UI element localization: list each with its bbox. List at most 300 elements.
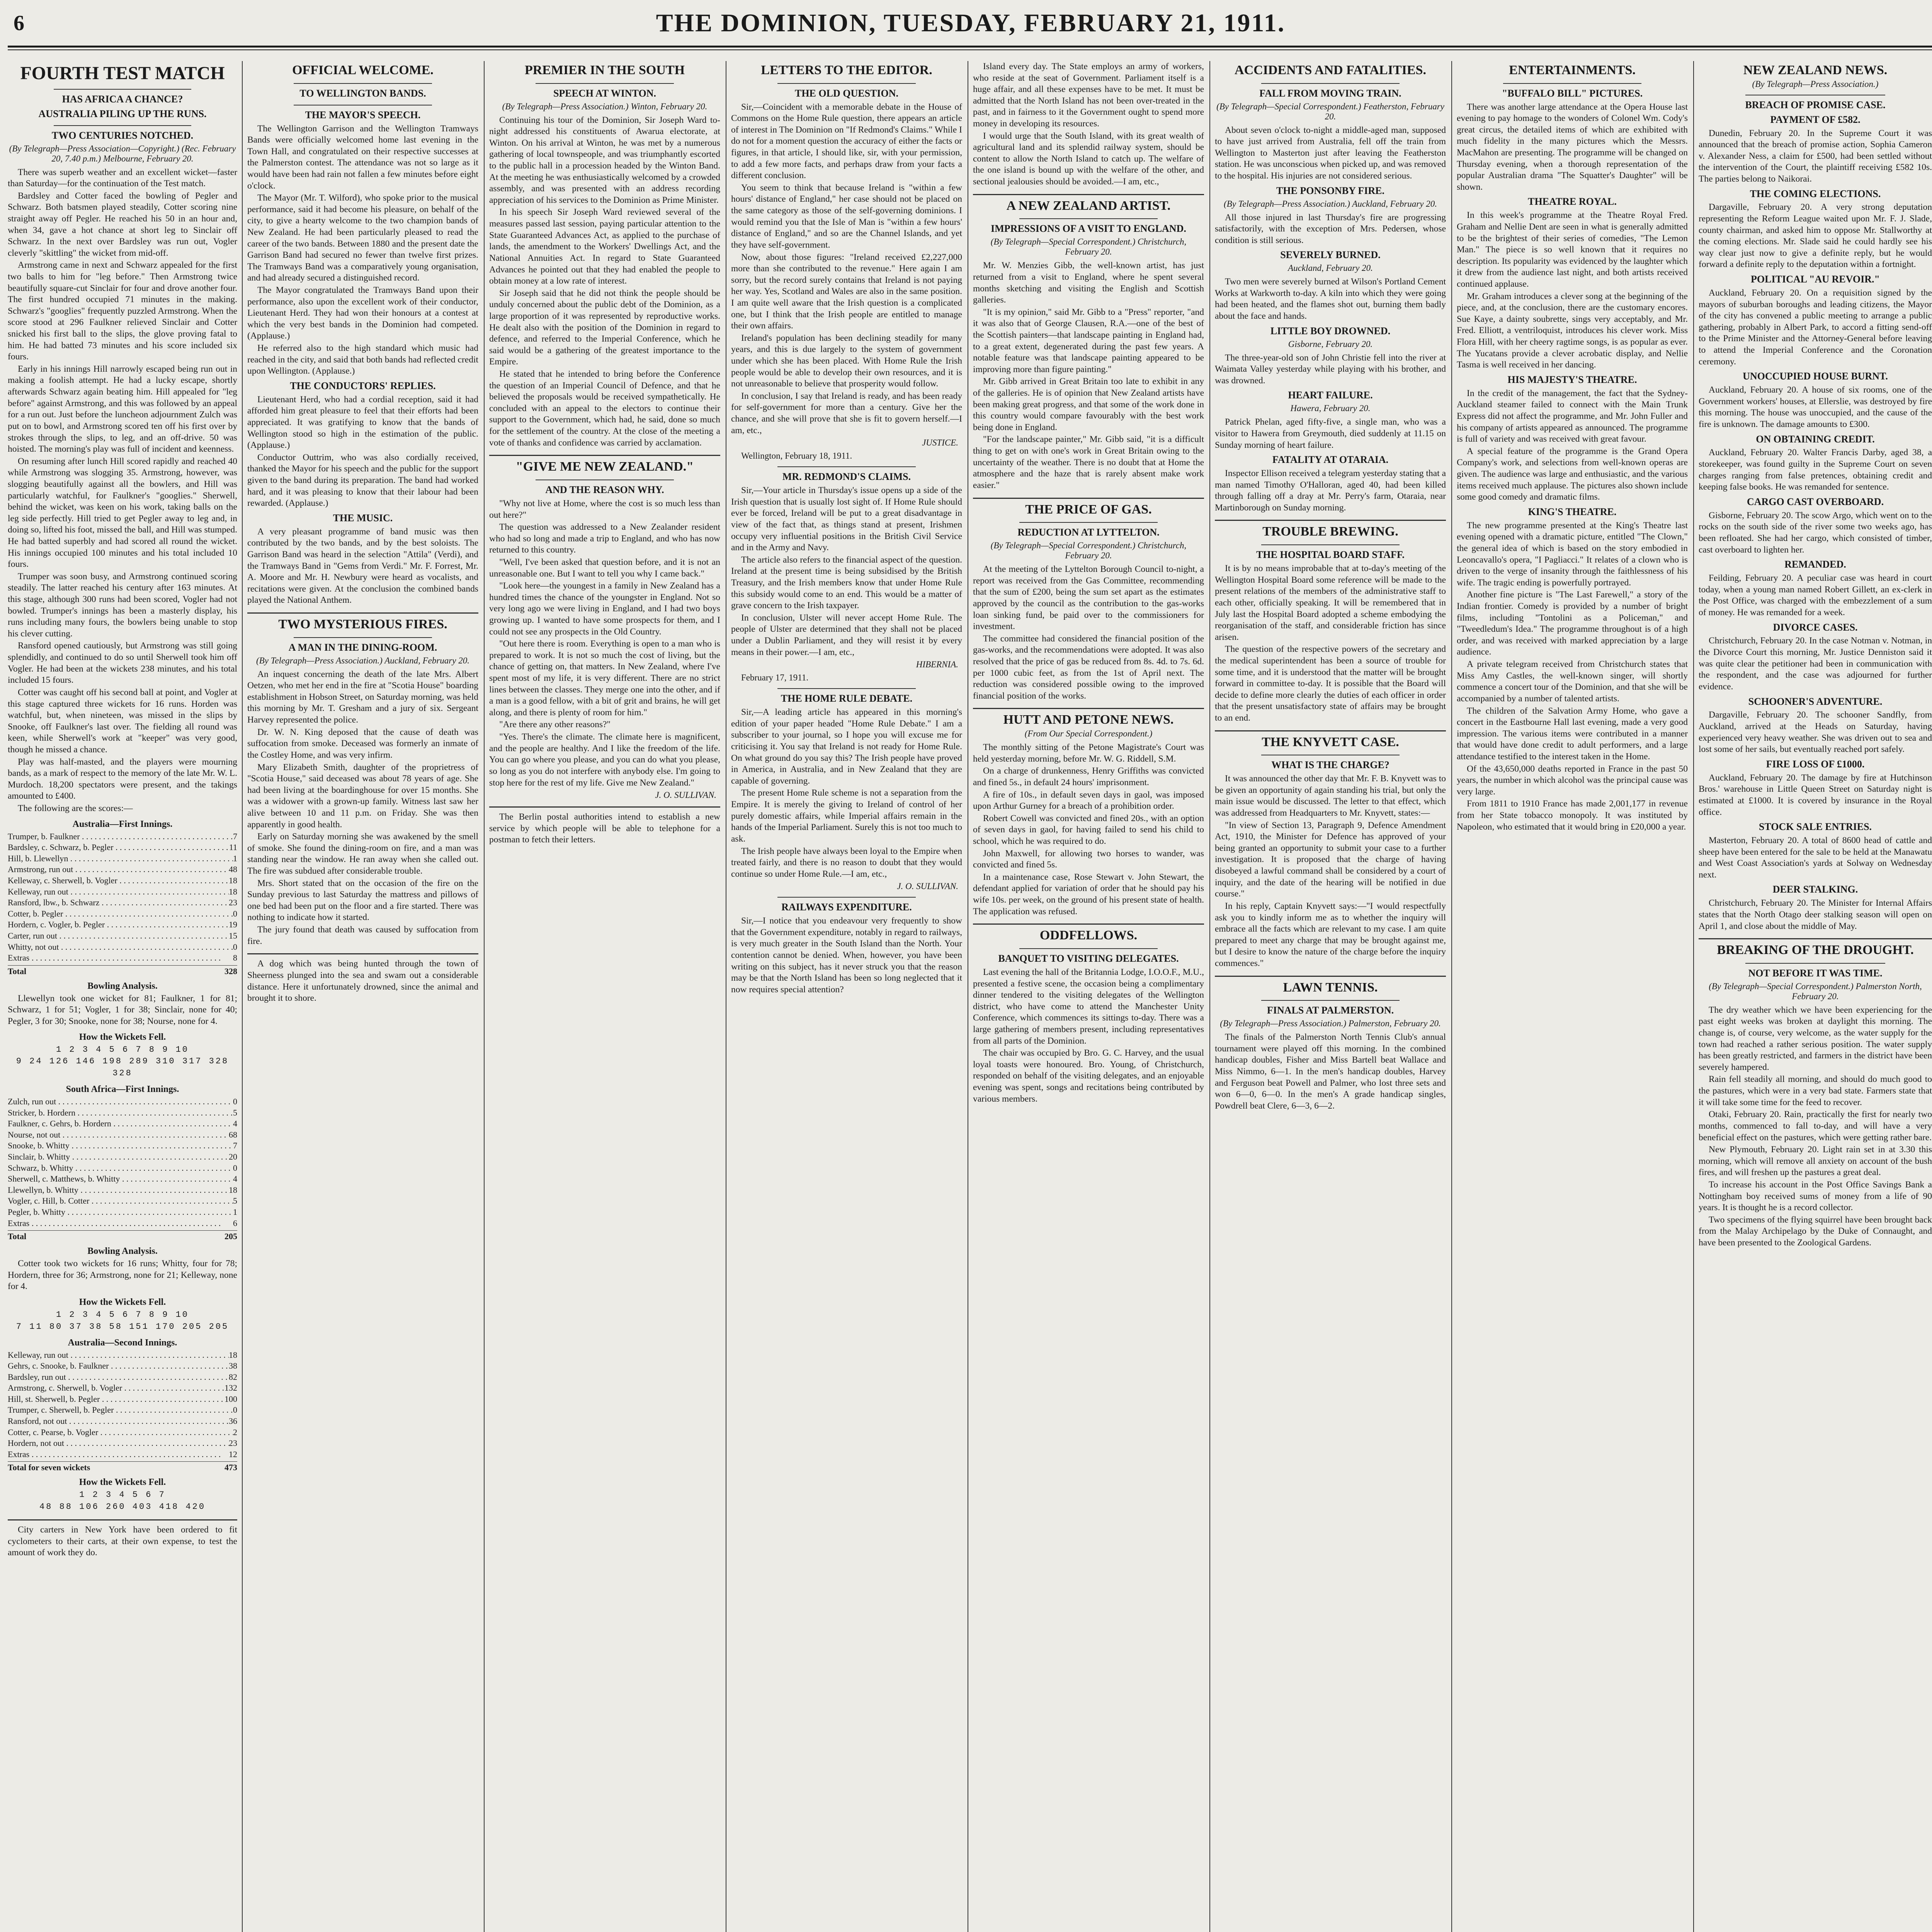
article-subheadline: SPEECH AT WINTON. (553, 87, 656, 99)
article-subheadline: NOT BEFORE IT WAS TIME. (1748, 967, 1883, 979)
score-row (8, 1196, 237, 1207)
paragraph: There was another large attendance at the Opera House last evening to pay homage to the wonders of Colonel Wm. Cody's great circus, the detailed items of which are exhibited with much fidelity in the many pictures which the Messrs. MacMahon are presenting. The programme will be changed on Thursday evening, when a thorough representation of the popular Australian drama "The Squatter's Daughter" will be shown. (1457, 102, 1688, 192)
article-body (1215, 212, 1446, 247)
score-row (8, 1107, 237, 1119)
news-item-title: STOCK SALE ENTRIES. (1759, 821, 1872, 833)
score-row (8, 1405, 237, 1416)
batsman: Snooke, b. Whitty . . . (8, 1140, 233, 1151)
total-label: Total for seven wickets (8, 1463, 90, 1473)
article-headline: ODDFELLOWS. (1039, 928, 1138, 943)
news-item-title: SCHOONER'S ADVENTURE. (1748, 696, 1883, 707)
article-rule (1215, 520, 1446, 521)
paragraph: Play was half-masted, and the players were mourning bands, as a mark of respect to the memory of the late Mr. W. L. Murdoch. 18,200 spectators were present, and the takings amounted to £400. (8, 757, 237, 801)
paragraph: A private telegram received from Christchurch states that Miss Amy Castles, the well-known singer, will shortly commence a concert tour of the Dominion, and that she will be accompanied by a number of talented artists. (1457, 659, 1688, 704)
article-rule (489, 806, 720, 808)
score-total (8, 965, 237, 976)
news-item-body (1699, 447, 1932, 493)
score-row (8, 930, 237, 942)
section-rule (1745, 963, 1885, 964)
dateline: (By Telegraph—Press Association.) (1752, 79, 1879, 89)
score-row (8, 1140, 237, 1151)
article-body (1215, 276, 1446, 322)
batsman: Hill, st. Sherwell, b. Pegler . . . (8, 1394, 224, 1405)
total-runs: 473 (224, 1463, 237, 1473)
section-subheading: THE CONDUCTORS' REPLIES. (290, 380, 436, 391)
dateline: Hawera, February 20. (1290, 403, 1371, 413)
article-body (247, 123, 478, 377)
dateline: (By Telegraph—Special Correspondent.) Featherston, February 20. (1216, 101, 1444, 121)
signature: J. O. SULLIVAN. (897, 881, 958, 891)
paragraph: Robert Cowell was convicted and fined 20s., with an option of seven days in gaol, for having failed to send his child to school, which he was required to do. (973, 813, 1204, 847)
article-subheadline: THEATRE ROYAL. (1528, 196, 1617, 207)
fow-wickets: 1 2 3 4 5 6 7 (79, 1490, 166, 1500)
paragraph: Patrick Phelan, aged fifty-five, a single man, who was a visitor to Hawera from Greymouth, died suddenly at 11.15 on Sunday morning of heart failure. (1215, 417, 1446, 450)
column-rule (1693, 61, 1694, 1932)
letter-heading: THE OLD QUESTION. (794, 87, 898, 99)
runs: 5 (233, 1107, 237, 1117)
article-subheadline: "BUFFALO BILL" PICTURES. (1502, 87, 1643, 99)
article-subheadline: AND THE REASON WHY. (545, 484, 664, 495)
score-total (8, 1461, 237, 1473)
paragraph: A dog which was being hunted through the town of Sheerness plunged into the sea and swam out a considerable distance. Here it unfortunately drowned, since the animal and brought it to shore. (247, 959, 478, 1003)
batsman: Ransford, lbw., b. Schwarz . . . (8, 897, 229, 908)
score-row (8, 1096, 237, 1107)
section-subheading: THE MUSIC. (333, 512, 393, 524)
paragraph: Auckland, February 20. On a requisition signed by the mayors of suburban boroughs and leading citizens, the Mayor of the city has convened a public meeting to arrange a public gathering, probably in Albert Park, to accord a fitting send-off to the Prime Minister and the Attorney-General before leaving to attend the Imperial Conference and the Coronation ceremony. (1699, 287, 1932, 367)
news-item-body (1699, 202, 1932, 270)
batsman: Schwarz, b. Whitty . . . (8, 1163, 233, 1174)
paragraph: Mrs. Short stated that on the occasion of the fire on the Sunday previous to last Saturday the mattress and pillows of one bed had been put on the floor and a fire started. There was nothing to indicate how it started. (247, 878, 478, 923)
section-rule (54, 89, 191, 90)
runs: 18 (229, 886, 237, 896)
paragraph: He stated that he intended to bring before the Conference the question of an Imperial Council of Defence, and that he believed the proposals would be received sympathetically. He concluded with an appeal to the electors to continue their support to the Government, which had, he said, done so much for the settlement of the country. At the close of the meeting a vote of thanks and confidence was carried by acclamation. (489, 369, 720, 448)
paragraph: In this week's programme at the Theatre Royal Fred. Graham and Nellie Dent are seen in what is generally admitted to be the brightest of their series of comedies, "The Lemon Man." The piece is so well known that it requires no description. Its popularity was evidenced by the laughter which it drew from the audience last night, and both artists received continued applause. (1457, 210, 1688, 289)
paragraph: The finals of the Palmerston North Tennis Club's annual tournament were played off this morning. In the combined handicap doubles, Fisher and Miss Bartell beat Wallace and Miss Nimmo, 6—1. In the men's handicap doubles, Harvey and Ferguson beat Powell and Palmer, who lost three sets and won 6—0, 6—0. In the men's A grade handicap singles, Powdrell beat Clere, 6—3, 6—2. (1215, 1032, 1446, 1111)
news-item-body (1699, 835, 1932, 881)
news-item-title: CARGO CAST OVERBOARD. (1747, 496, 1884, 507)
fow-scores: 48 88 106 260 403 418 420 (39, 1502, 206, 1512)
paragraph: A fire of 10s., in default seven days in gaol, was imposed upon Arthur Gurney for a breach of a prohibition order. (973, 789, 1204, 811)
filler-paragraph (8, 1524, 237, 1559)
paragraph: Armstrong came in next and Schwarz appealed for the first two balls to him for "leg before." Then Armstrong twice beautifully square-cut Sinclair for four and drove another four. The first hundred occupied 71 minutes in the making. Schwarz's "googlies" frequently puzzled Armstrong. When the score stood at 296 Faulkner relieved Sinclair and Cotter snicked his first ball to the slips, the glove proving fatal to him. He had batted 73 minutes and his score included six fours. (8, 260, 237, 362)
paragraph: "In view of Section 13, Paragraph 9, Defence Amendment Act, 1910, the Minister for Defence has approved of your being granted an opportunity to submit your case to a further investigation. It is proposed that the charge of having disobeyed a lawful command shall be considered by a court of inquiry, and the date of the hearing will be notified in due course." (1215, 820, 1446, 899)
article-body (247, 394, 478, 509)
runs: 23 (229, 898, 237, 908)
paragraph: At the meeting of the Lyttelton Borough Council to-night, a report was received from the Gas Committee, recommending that the sum of £200, being the sum set apart as the estimates approved by the council as the contribution to the gas-works loan sinking fund, be paid over to the commissioners for investment. (973, 564, 1204, 632)
dateline: (By Telegraph—Special Correspondent.) Christchurch, February 20. (990, 237, 1187, 257)
article-headline: OFFICIAL WELCOME. (292, 63, 434, 77)
score-row (8, 897, 237, 908)
paragraph: Christchurch, February 20. In the case Notman v. Notman, in the Divorce Court this morning, Mr. Justice Denniston said it was quite clear the petitioner had been in communication with the respondent, and the case was adjourned for further evidence. (1699, 636, 1932, 692)
batsman: Kelleway, c. Sherwell, b. Vogler . . . (8, 875, 229, 886)
paragraph: "Yes. There's the climate. The climate here is magnificent, and the people are healthy. And I like the freedom of the life. You can go where you please, and you can do what you please, so long as you do not interfere with anybody else. I'm going to stop here for the rest of my life. Give me New Zealand." (489, 732, 720, 788)
batsman: Bardsley, c. Schwarz, b. Pegler . . . (8, 842, 229, 853)
article-headline: TROUBLE BREWING. (1262, 524, 1398, 539)
letter-body (731, 102, 962, 437)
news-item (1699, 371, 1932, 430)
score-row (8, 875, 237, 886)
score-row (8, 1372, 237, 1383)
score-row (8, 1394, 237, 1405)
paragraph: "Look here—the youngest in a family in New Zealand has a hundred times the chance of the youngster in England. Not so very long ago we were living in England, and I had two boys growing up. I wanted to have some prospects for them, and I could not see any prospects in the Old Country. (489, 581, 720, 637)
section-rule (536, 83, 674, 84)
runs: 48 (229, 864, 237, 874)
letter-continued (973, 61, 1204, 188)
runs: 15 (229, 930, 237, 940)
article-body (1457, 388, 1688, 503)
article-rule (973, 194, 1204, 195)
news-item-body (1699, 128, 1932, 185)
batsman: Extras . . . (8, 1449, 229, 1460)
masthead-rule-thin (8, 49, 1932, 50)
paragraph: Sir,—I notice that you endeavour very frequently to show that the Government expenditure, notably in regard to railways, is very much greater in the South Island than the North. Your contention cannot be denied. When, however, you have been writing on this subject, has it never struck you that the reason may be that the North Island has been so long neglected that it now requires special attention? (731, 916, 962, 995)
article-body (489, 115, 720, 449)
paragraph: John Maxwell, for allowing two horses to wander, was convicted and fined 5s. (973, 848, 1204, 870)
article-rule (973, 923, 1204, 925)
runs: 132 (224, 1383, 237, 1393)
news-item-title: POLITICAL "AU REVOIR." (1751, 274, 1880, 285)
paragraph: The Mayor congratulated the Tramways Band upon their performance, also upon the excellent work of their conductor, Lieutenant Herd. They had won their honours at a contest at which the very best bands in the Dominion had competed. (Applause.) (247, 285, 478, 341)
batsman: Llewellyn, b. Whitty . . . (8, 1185, 229, 1196)
article-subheadline: IMPRESSIONS OF A VISIT TO ENGLAND. (991, 223, 1186, 235)
article-subheadline: THE PONSONBY FIRE. (1276, 185, 1385, 196)
paragraph: All those injured in last Thursday's fire are progressing satisfactorily, with the exception of Mrs. Pedersen, whose condition is still serious. (1215, 212, 1446, 245)
score-row (8, 942, 237, 953)
article-body (1215, 1032, 1446, 1112)
paragraph: Mary Elizabeth Smith, daughter of the proprietress of "Scotia House," said deceased was about 78 years of age. She had been living at the boardinghouse for over 15 months. She was a widower with a grown-up family. Witness last saw her alive between 10 and 11 p.m. on Friday. She was then apparently in good health. (247, 762, 478, 830)
paragraph: The following are the scores:— (18, 803, 133, 814)
masthead-rule (8, 46, 1932, 48)
score-row (8, 1118, 237, 1129)
paragraph: The three-year-old son of John Christie fell into the river at Waimata Valley yesterday while playing with his brother, and was drowned. (1215, 352, 1446, 386)
article-headline: LAWN TENNIS. (1283, 980, 1378, 995)
score-row (8, 886, 237, 898)
news-item (1699, 884, 1932, 932)
news-item-title: BREACH OF PROMISE CASE. (1745, 99, 1886, 111)
runs: 1 (233, 1207, 237, 1217)
paragraph: I would urge that the South Island, with its great wealth of agricultural land and its splendid railway system, should be content to allow the North Island to catch up. The welfare of the one island is bound up with the welfare of the other, and sectional jealousies should be avoided.—I am, etc., (973, 131, 1204, 187)
fow-scores: 7 11 80 37 38 58 151 170 205 205 (16, 1321, 229, 1332)
batsman: Pegler, b. Whitty . . . (8, 1207, 233, 1218)
batsman: Vogler, c. Hill, b. Cotter . . . (8, 1196, 233, 1207)
news-item-body (1699, 898, 1932, 932)
paragraph: The monthly sitting of the Petone Magistrate's Court was held yesterday morning, before Mr. W. G. Riddell, S.M. (973, 742, 1204, 764)
filler-paragraph (489, 811, 720, 846)
batsman: Kelleway, run out . . . (8, 1350, 229, 1361)
column-artist (973, 61, 1204, 1932)
runs: 36 (229, 1416, 237, 1426)
dateline: (By Telegraph—Press Association—Copyright.) (Rec. February 20, 7.40 p.m.) Melbourne, February 20. (9, 143, 236, 163)
paragraph: About seven o'clock to-night a middle-aged man, supposed to have just arrived from Australia, fell off the train from Wellington to Masterton just after leaving the Featherston station. He was unconscious when picked up, and was removed to the hospital. His injuries are not considered serious. (1215, 125, 1446, 181)
paragraph: Of the 43,650,000 deaths reported in France in the past 50 years, the number in which alcohol was the principal cause was very large. (1457, 764, 1688, 797)
paragraph: In conclusion, Ulster will never accept Home Rule. The people of Ulster are determined that they shall not be placed under a Dublin Parliament, and they will resist it by every means in their power.—I am, etc., (731, 612, 962, 657)
score-row (8, 853, 237, 864)
runs: 19 (229, 920, 237, 930)
article-body (973, 260, 1204, 491)
paragraph: The question of the respective powers of the secretary and the medical superintendent has been a source of trouble for some time, and it is understood that the matter will be brought forward in committee to-day. It is possible that the Board will decide to define more clearly the duties of each officer in order that the present unsatisfactory state of affairs may be brought to an end. (1215, 644, 1446, 723)
score-row (8, 1129, 237, 1141)
paragraph: From 1811 to 1910 France has made 2,001,177 in revenue from her State tobacco monopoly. It was instituted by Napoleon, who estimated that it would bring in £20,000 a year. (1457, 799, 1688, 832)
dateline: (By Telegraph—Special Correspondent.) Christchurch, February 20. (990, 541, 1187, 561)
article-body (973, 564, 1204, 702)
article-body (973, 742, 1204, 917)
article-headline: HUTT AND PETONE NEWS. (1003, 713, 1174, 727)
paragraph: Auckland, February 20. A house of six rooms, one of the Government workers' houses, at Ellerslie, was destroyed by fire this morning. The house was unoccupied, and the cause of the fire is unknown. The damage amounts to £300. (1699, 385, 1932, 429)
section-rule (1019, 522, 1158, 523)
paragraph: New Plymouth, February 20. Light rain set in at 3.30 this morning, which will remove all anxiety on account of the bush fires, and will freshen up the pastures a great deal. (1699, 1145, 1932, 1178)
scorecard-title: South Africa—First Innings. (66, 1084, 179, 1094)
paragraph: "For the landscape painter," Mr. Gibb said, "it is a difficult thing to get on with one's work in Great Britain owing to the uncertainty of the weather. There is no doubt that at Home the atmosphere and the haze that is rarely absent make work easier." (973, 434, 1204, 490)
batsman: Kelleway, run out . . . (8, 886, 229, 898)
section-rule (1261, 1000, 1400, 1001)
section-rule (1019, 948, 1158, 949)
paragraph: Continuing his tour of the Dominion, Sir Joseph Ward to-night addressed his constituents of Awarua electorate, at Winton. On his arrival at Winton, he was met by a numerous gathering of local townspeople, and was triumphantly escorted to the public hall in a procession headed by the Winton Band. At the meeting he was enthusiastically welcomed by a crowded assembly, and was presented with an address recording appreciation of his services to the Dominion as Prime Minister. (489, 115, 720, 205)
paragraph: The article also refers to the financial aspect of the question. Ireland at the present time is being subsidised by the British Treasury, and the Irish members know that under Home Rule this subsidy would come to an end. This would be a matter of grave concern to the Irish taxpayer. (731, 554, 962, 611)
scorecard (8, 831, 237, 976)
paragraph: In the credit of the management, the fact that the Sydney-Auckland steamer failed to connect with the Main Trunk Express did not affect the programme, and Mr. John Fuller and his company of artists appeared as announced. The programme is full of variety and was received with great favour. (1457, 388, 1688, 444)
scorecard (8, 1350, 237, 1473)
news-item (1699, 696, 1932, 755)
runs: 18 (229, 1185, 237, 1195)
paragraph: On resuming after lunch Hill scored rapidly and reached 40 while Armstrong was slogging 35. Armstrong, however, was slogging beautifully against all the bowlers, and Hill was particularly watchful, for Faulkner's "googlies." Sherwell, behind the wicket, was keen on his work, taking balls on the leg side perfectly. Hill tried to get Pegler away to leg and, in doing so, lifted his foot, missed the ball, and Hill was stumped. He had batted superbly and had scored all round the wicket. His innings occupied 100 minutes and his total included 10 fours. (8, 456, 237, 570)
paragraph: Early in his innings Hill narrowly escaped being run out in making a foolish attempt. He had a lucky escape, shortly afterwards Schwarz again beating him. Hill appealed for "leg before" against Armstrong, and this was followed by an appeal for a run out. Just before the luncheon adjournment Zulch was put on to bowl, and Armstrong scored ten off his first over by strokes through the slips, to leg, and an off-drive. 50 was hoisted. The morning's play was full of incident and keenness. (8, 364, 237, 454)
letter-date: February 17, 1911. (741, 673, 809, 683)
article-subheadline: FATALITY AT OTARAIA. (1272, 454, 1389, 466)
batsman: Gehrs, c. Snooke, b. Faulkner . . . (8, 1361, 229, 1372)
paragraph: In his speech Sir Joseph Ward reviewed several of the measures passed last session, paying particular attention to the State Guaranteed Advances Act, as applied to the purchase of lands, the amendment to the Workers' Dwellings Act, and the National Annuities Act. In regard to State Guaranteed Advances he pointed out that they had enabled the people to obtain money at a low rate of interest. (489, 207, 720, 286)
score-row (8, 1427, 237, 1438)
article-headline: NEW ZEALAND NEWS. (1743, 63, 1888, 77)
article-body (1215, 773, 1446, 969)
batsman: Armstrong, run out . . . (8, 864, 229, 875)
news-item (1699, 559, 1932, 618)
runs: 11 (229, 842, 237, 852)
news-item (1699, 188, 1932, 271)
paragraph: The children of the Salvation Army Home, who gave a concert in the Eastbourne Hall last evening, made a very good impression. The various items were contributed in a manner that would have done credit to adult performers, and a large attendance testified to the interest taken in the Home. (1457, 706, 1688, 762)
runs: 38 (229, 1361, 237, 1371)
article-subheadline: SEVERELY BURNED. (1280, 249, 1381, 261)
paragraph: Cotter was caught off his second ball at point, and Vogler at this stage captured three wickets for 16 runs. Horden was watchful, but, when nineteen, was missed in the slips by Snooke, off Faulkner's last over. The fielding all round was keen, while Sherwell's work at "keeper" was very good, though he missed a chance. (8, 687, 237, 755)
paragraph: The chair was occupied by Bro. G. C. Harvey, and the usual loyal toasts were honoured. Bro. Young, of Christchurch, responded on behalf of the visiting delegates, and an enjoyable evening was spent, songs and recitations being contributed by various members. (973, 1048, 1204, 1104)
runs: 68 (229, 1129, 237, 1139)
batsman: Sherwell, c. Matthews, b. Whitty . . . (8, 1173, 233, 1185)
article-rule (973, 708, 1204, 709)
article-subheadline: HIS MAJESTY'S THEATRE. (1507, 374, 1637, 385)
column-letters (731, 61, 962, 1932)
runs: 1 (233, 853, 237, 863)
article-rule (489, 455, 720, 456)
batsman: Cotter, c. Pearse, b. Vogler . . . (8, 1427, 233, 1438)
paragraph: Two men were severely burned at Wilson's Portland Cement Works at Warkworth to-day. A kiln into which they were going had been heated, and the flames shot out, burning them badly about the face and hands. (1215, 277, 1446, 321)
article-body (1457, 520, 1688, 833)
batsman: Trumper, b. Faulkner . . . (8, 831, 233, 842)
batsman: Nourse, not out . . . (8, 1129, 229, 1141)
article-subheadline: BANQUET TO VISITING DELEGATES. (998, 953, 1179, 964)
paragraph: Mr. Graham introduces a clever song at the beginning of the piece, and, at the conclusion, there are the customary encores. Sue Kaye, a dainty soubrette, sings very acceptably, and Mr. Fred. Elliott, a ventriloquist, introduces his clever work. Miss Flora Hill, with her cheery ragtime songs, is as popular as ever. The Yucatans provide a clever acrobatic display, and Nellie Tasma is well received in her dancing. (1457, 291, 1688, 370)
section-rule (294, 83, 432, 84)
paragraph: Auckland, February 20. The damage by fire at Hutchinson Bros.' warehouse in Little Queen Street on Saturday night is estimated at £1000. It is covered by insurance in the Royal office. (1699, 772, 1932, 817)
news-item-title: DIVORCE CASES. (1773, 621, 1858, 633)
news-item-body (1699, 709, 1932, 755)
article-subheadline: THE MAYOR'S SPEECH. (305, 109, 421, 121)
page-number: 6 (14, 11, 24, 35)
article-subheadline: TWO CENTURIES NOTCHED. (51, 129, 194, 141)
runs: 20 (229, 1151, 237, 1162)
newspaper-title: THE DOMINION, TUESDAY, FEBRUARY 21, 1911. (656, 9, 1286, 37)
paragraph: Otaki, February 20. Rain, practically the first for nearly two months, commenced to fall to-day, and will have a very beneficial effect on the pastures, which were getting rather bare. (1699, 1109, 1932, 1143)
paragraph: In a maintenance case, Rose Stewart v. John Stewart, the defendant applied for variation of order that he should pay his wife 10s. per week, on the ground of his present state of health. The application was refused. (973, 872, 1204, 917)
score-row (8, 908, 237, 920)
news-item (1699, 496, 1932, 556)
news-item-title: REMANDED. (1784, 559, 1846, 570)
runs: 4 (233, 1174, 237, 1184)
article-headline: FOURTH TEST MATCH (20, 63, 225, 83)
paragraph: The Wellington Garrison and the Wellington Tramways Bands were officially welcomed home last evening in the Town Hall, and congratulated on their respective successes at the Palmerston contest. The attendance was not so large as it would have been had rain not fallen a few minutes before eight o'clock. (247, 123, 478, 191)
section-rule (1261, 83, 1400, 84)
section-rule (777, 83, 916, 84)
batsman: Hordern, c. Vogler, b. Pegler . . . (8, 919, 229, 930)
paragraph: The committee had considered the financial position of the gas-works, and the recommendations were adopted. It was also resolved that the price of gas be reduced from 8s. 4d. to 7s. 6d. per 1000 cubic feet, as from the 1st of April next. The reduction was considered possible owing to the improved financial position of the works. (973, 633, 1204, 701)
news-item-subtitle: PAYMENT OF £582. (1770, 114, 1861, 125)
score-total (8, 1230, 237, 1242)
news-item-body (1699, 287, 1932, 367)
fow-wickets: 1 2 3 4 5 6 7 8 9 10 (56, 1310, 189, 1320)
paragraph: There was superb weather and an excellent wicket—faster than Saturday—for the continuation of the Test match. (8, 167, 237, 189)
batsman: Bardsley, run out . . . (8, 1372, 229, 1383)
paragraph: It was announced the other day that Mr. F. B. Knyvett was to be given an opportunity of again standing his trial, but only the main issue would be discussed. The letter to that effect, which was addressed from Headquarters to Mr. Knyvett, states:— (1215, 774, 1446, 818)
paragraph: Now, about those figures: "Ireland received £2,227,000 more than she contributed to the revenue." Here again I am sorry, but the record surely contains that Ireland is not paying her way. Yes, Scotland and Wales are also in the same position. I am quite well aware that the Irish question is a complicated one, but I think that the Irish people are entitled to manage their own affairs. (731, 252, 962, 331)
article-subheadline: FALL FROM MOVING TRAIN. (1259, 87, 1401, 99)
news-item-body (1699, 573, 1932, 618)
runs: 0 (233, 942, 237, 952)
paragraph: City carters in New York have been ordered to fit cyclometers to their carts, at their own expense, to test the amount of work they do. (8, 1525, 237, 1558)
paragraph: "Are there any other reasons?" (499, 719, 611, 730)
news-item (1699, 434, 1932, 493)
letter-heading: THE HOME RULE DEBATE. (781, 693, 913, 704)
score-row (8, 1361, 237, 1372)
signature: HIBERNIA. (916, 660, 958, 670)
paragraph: Cotter took two wickets for 16 runs; Whitty, four for 78; Hordern, three for 36; Armstrong, none for 21; Kelleway, none for 4. (8, 1259, 237, 1292)
runs: 4 (233, 1119, 237, 1129)
score-row (8, 831, 237, 842)
score-row (8, 1350, 237, 1361)
article-subheadline: TO WELLINGTON BANDS. (299, 87, 426, 99)
article-body (1457, 210, 1688, 371)
paragraph: A very pleasant programme of band music was then contributed by the two bands, and by the best soloists. The Garrison Band was heard in the selection "Attila" (Verdi), and the Tramways Band in "Gems from Verdi." Mr. F. Forrest, Mr. A. Moore and Mr. H. Newbury were heard as vocalists, and recitations were given. At the conclusion the combined bands played the National Anthem. (247, 526, 478, 605)
news-item-title: THE COMING ELECTIONS. (1750, 188, 1881, 199)
total-label: Total (8, 1231, 27, 1242)
paragraph: You seem to think that because Ireland is "within a few hours' distance of England," her case should not be placed on the same category as those of the self-governing dominions. I would remind you that the Isle of Man is "within a few hours' distance of England," and so are the Channel Islands, and yet they have self-government. (731, 182, 962, 250)
paragraph: Christchurch, February 20. The Minister for Internal Affairs states that the North Otago deer stalking season will open on April 1, and close about the middle of May. (1699, 898, 1932, 931)
article-headline: BREAKING OF THE DROUGHT. (1717, 943, 1914, 957)
scorecard (8, 1096, 237, 1242)
paragraph: Inspector Ellison received a telegram yesterday stating that a man named Timothy O'Halloran, aged 40, had been killed through falling off a dray at Mr. Perry's farm, Otaraia, near Martinborough on Sunday morning. (1215, 468, 1446, 513)
column-rule (242, 61, 243, 1932)
article-subheadline: KING'S THEATRE. (1528, 506, 1617, 517)
news-item-body (1699, 384, 1932, 430)
article-body (1699, 1005, 1932, 1249)
news-item-title: FIRE LOSS OF £1000. (1766, 758, 1865, 770)
paragraph: The jury found that death was caused by suffocation from fire. (247, 925, 478, 946)
paragraph: To increase his account in the Post Office Savings Bank a Nottingham boy received sums of money from a life of 90 years. It is thought he is a record collector. (1699, 1179, 1932, 1213)
runs: 8 (233, 953, 237, 963)
news-item-title: ON OBTAINING CREDIT. (1756, 433, 1875, 445)
runs: 0 (233, 908, 237, 918)
paragraph: It is by no means improbable that at to-day's meeting of the Wellington Hospital Board some reference will be made to the present relations of the members of the administrative staff to each other, officially speaking. It will be remembered that in July last the Hospital Board adopted a scheme embodying the reorganisation of the staff, and considerable friction has since arisen. (1215, 563, 1446, 642)
fow-scores: 9 24 126 146 198 289 310 317 328 328 (16, 1056, 229, 1078)
bowling-title: Bowling Analysis. (87, 981, 158, 991)
dateline: (By Telegraph—Press Association.) Auckland, February 20. (1224, 199, 1437, 209)
article-rule (247, 953, 478, 954)
paragraph: Mr. Gibb arrived in Great Britain too late to exhibit in any of the galleries. He is of opinion that New Zealand artists have been making great progress, and that some of the work done in this country would compare favourably with the best work being done in England. (973, 376, 1204, 432)
column-premier (489, 61, 720, 1932)
article-headline: A NEW ZEALAND ARTIST. (1006, 198, 1171, 213)
fow-wickets: 1 2 3 4 5 6 7 8 9 10 (56, 1044, 189, 1054)
score-row (8, 952, 237, 964)
paragraph: Masterton, February 20. A total of 8600 head of cattle and sheep have been entered for the sale to be held at the Manawatu and West Coast Association's yards at Solway on Wednesday next. (1699, 835, 1932, 880)
total-runs: 328 (224, 966, 237, 976)
paragraph: "Well, I've been asked that question before, and it is not an unreasonable one. But I want to tell you why I came back." (489, 557, 720, 579)
paragraph: Dargaville, February 20. The schooner Sandfly, from Auckland, arrived at the Heads on Saturday, having experienced very heavy weather. She was driven out to sea and lost some of her sails, but eventually reached port safely. (1699, 710, 1932, 755)
article-body (1457, 102, 1688, 193)
paragraph: Mr. W. Menzies Gibb, the well-known artist, has just returned from a visit to England, where he spent several months sketching and visiting the English and Scottish galleries. (973, 260, 1204, 305)
dateline: Gisborne, February 20. (1288, 339, 1373, 349)
paragraph: The Berlin postal authorities intend to establish a new service by which people will be able to telephone for a postman to fetch their letters. (489, 812, 720, 845)
runs: 6 (233, 1218, 237, 1228)
paragraph: Trumper was soon busy, and Armstrong continued scoring steadily. The latter reached his century after 163 minutes. At this stage, although 300 runs had been scored, Vogler had not bowled. Trumper's innings has been a masterly display, his runs including many fours, the bowlers being unable to stop his clever cutting. (8, 571, 237, 639)
article-body (1215, 563, 1446, 724)
paragraph: "It is my opinion," said Mr. Gibb to a "Press" reporter, "and it was also that of George Clausen, R.A.—one of the best of the Scottish painters—that landscape painting in England had, to a great extent, degenerated during the past few years. A notable feature was that landscape painting appeared to be improving more than figure painting." (973, 307, 1204, 374)
column-rule (1451, 61, 1452, 1932)
bowling-title: Bowling Analysis. (87, 1246, 158, 1257)
score-row (8, 919, 237, 930)
news-item-title: UNOCCUPIED HOUSE BURNT. (1743, 371, 1888, 382)
news-item (1699, 622, 1932, 693)
paragraph: The Irish people have always been loyal to the Empire when treated fairly, and there is no reason to doubt that they would continue so under Home Rule.—I am, etc., (731, 846, 962, 879)
score-row (8, 1185, 237, 1196)
column-nz-news (1699, 61, 1932, 1932)
article-body (489, 498, 720, 789)
letter-body (731, 707, 962, 880)
article-subheadline: LITTLE BOY DROWNED. (1270, 325, 1391, 337)
article-subheadline: HEART FAILURE. (1288, 389, 1373, 401)
news-item-body (1699, 772, 1932, 818)
runs: 23 (229, 1438, 237, 1448)
batsman: Extras . . . (8, 952, 233, 964)
article-headline: TWO MYSTERIOUS FIRES. (278, 617, 447, 632)
paragraph: Sir Joseph said that he did not think the people should be unduly concerned about the public debt of the Dominion, as a large proportion of it was represented by reproductive works. He dealt also with the position of the Dominion in regard to defence, and referred to the Imperial Conference, which he said would be a gathering of the greatest importance to the Empire. (489, 288, 720, 367)
paragraph: An inquest concerning the death of the late Mrs. Albert Oetzen, who met her end in the fire at "Scotia House" boarding establishment in Hobson Street, on Saturday morning, was held this morning by Mr. T. Gresham and a jury of six. Sergeant Harvey represented the police. (247, 669, 478, 725)
paragraph: He referred also to the high standard which music had reached in the city, and said that both bands had reflected credit upon Wellington. (Applause.) (247, 343, 478, 376)
score-row (8, 864, 237, 875)
score-row (8, 1163, 237, 1174)
fow-title: How the Wickets Fell. (79, 1477, 166, 1488)
score-row (8, 1416, 237, 1427)
score-row (8, 1383, 237, 1394)
article-rule (8, 1519, 237, 1520)
scorecard-title: Australia—First Innings. (72, 819, 173, 829)
runs: 0 (233, 1405, 237, 1415)
paragraph: On a charge of drunkenness, Henry Griffiths was convicted and fined 5s., in default 24 hours' imprisonment. (973, 766, 1204, 787)
article-headline: PREMIER IN THE SOUTH (524, 63, 685, 77)
total-runs: 205 (224, 1231, 237, 1242)
article-subheadline: A MAN IN THE DINING-ROOM. (288, 641, 437, 653)
section-rule (1261, 544, 1400, 545)
article-rule (247, 612, 478, 614)
dateline: (By Telegraph—Special Correspondent.) Palmerston North, February 20. (1709, 981, 1922, 1001)
runs: 12 (229, 1449, 237, 1459)
news-item (1699, 821, 1932, 881)
